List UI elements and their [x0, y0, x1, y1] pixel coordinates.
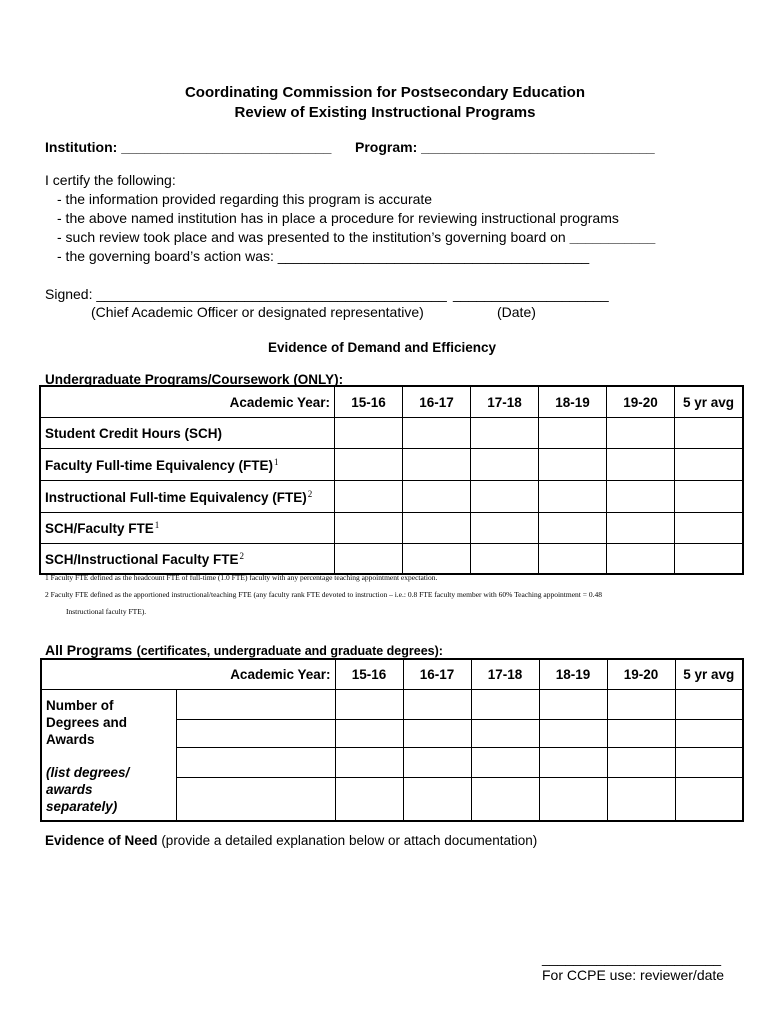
data-cell[interactable] [471, 418, 539, 449]
data-cell[interactable] [607, 481, 675, 513]
undergrad-table [40, 386, 743, 574]
all-programs-header-row [41, 659, 743, 689]
data-cell[interactable] [335, 544, 403, 574]
data-cell[interactable] [471, 689, 539, 719]
data-cell[interactable] [335, 449, 403, 481]
data-cell[interactable] [471, 747, 539, 777]
data-cell[interactable] [607, 747, 675, 777]
row-label: Instructional Full-time Equivalency (FTE)$^2$ [41, 481, 335, 513]
data-cell[interactable] [675, 777, 743, 821]
signed-line [45, 286, 447, 302]
data-cell[interactable] [539, 747, 607, 777]
academic-year-label: Academic Year: [41, 659, 335, 689]
table-row [41, 544, 743, 574]
data-cell[interactable] [335, 747, 403, 777]
footnote-1: 1 Faculty FTE defined as the headcount FTE of full-time (1.0 FTE) faculty with any percentage teaching appointment expectation. [45, 573, 438, 582]
data-cell[interactable] [403, 777, 471, 821]
signed-label: Signed: [45, 286, 93, 302]
certify-line-4 [57, 248, 589, 264]
data-cell[interactable] [335, 777, 403, 821]
data-cell[interactable] [607, 418, 675, 449]
data-cell[interactable] [403, 449, 471, 481]
data-cell[interactable] [471, 544, 539, 574]
evidence-heading: Evidence of Demand and Efficiency [268, 340, 497, 355]
signature-blank[interactable]: _____________________________________________ [96, 286, 447, 302]
all-programs-table [40, 658, 744, 822]
year-header: 5 yr avg [675, 387, 743, 418]
reviewer-date-blank[interactable]: _______________________ [542, 950, 722, 966]
evidence-of-need-note: (provide a detailed explanation below or attach documentation) [161, 833, 538, 848]
year-header: 15-16 [335, 659, 403, 689]
institution-label: Institution: [45, 139, 118, 155]
footnote-2-continued: Instructional faculty FTE). [66, 607, 147, 616]
data-cell[interactable] [539, 777, 607, 821]
institution-blank[interactable]: ___________________________ [121, 139, 332, 155]
data-cell[interactable] [539, 481, 607, 513]
document-title: Coordinating Commission for Postsecondary Education [184, 84, 586, 101]
all-programs-note: (certificates, undergraduate and graduate degrees): [136, 644, 443, 658]
data-cell[interactable] [403, 418, 471, 449]
data-cell[interactable] [675, 747, 743, 777]
table-row [41, 449, 743, 481]
row-label: Faculty Full-time Equivalency (FTE)$^1$ [41, 449, 335, 481]
certify-line-3-text: - such review took place and was presented to the institution’s governing board on [57, 229, 566, 245]
year-header: 17-18 [471, 659, 539, 689]
data-cell[interactable] [335, 513, 403, 544]
data-cell[interactable] [403, 747, 471, 777]
row-label: SCH/Instructional Faculty FTE$^2$ [41, 544, 335, 574]
year-header: 17-18 [471, 387, 539, 418]
year-header: 19-20 [607, 659, 675, 689]
undergrad-header-row [41, 387, 743, 418]
ccpe-use-caption: For CCPE use: reviewer/date [542, 967, 725, 983]
data-cell[interactable] [539, 449, 607, 481]
data-cell[interactable] [403, 544, 471, 574]
data-cell[interactable] [675, 418, 743, 449]
data-cell[interactable] [607, 449, 675, 481]
degree-name-cell[interactable] [176, 777, 335, 821]
data-cell[interactable] [471, 481, 539, 513]
governing-board-date-blank[interactable]: ___________ [569, 229, 656, 245]
data-cell[interactable] [539, 513, 607, 544]
data-cell[interactable] [675, 689, 743, 719]
degree-name-cell[interactable] [176, 689, 335, 719]
data-cell[interactable] [675, 513, 743, 544]
evidence-of-need [45, 833, 537, 848]
evidence-of-need-label: Evidence of Need [45, 833, 158, 848]
data-cell[interactable] [471, 449, 539, 481]
table-row [41, 689, 743, 719]
data-cell[interactable] [539, 418, 607, 449]
data-cell[interactable] [607, 689, 675, 719]
data-cell[interactable] [335, 418, 403, 449]
data-cell[interactable] [471, 719, 539, 747]
certify-line-3 [57, 229, 655, 245]
data-cell[interactable] [675, 449, 743, 481]
year-header: 16-17 [403, 387, 471, 418]
data-cell[interactable] [471, 513, 539, 544]
certify-intro: I certify the following: [45, 172, 176, 188]
data-cell[interactable] [335, 481, 403, 513]
all-programs-title: All Programs [45, 642, 133, 658]
officer-caption: (Chief Academic Officer or designated representative) [91, 304, 424, 320]
data-cell[interactable] [335, 719, 403, 747]
table-row [41, 418, 743, 449]
row-label: SCH/Faculty FTE$^1$ [41, 513, 335, 544]
program-label: Program: [355, 139, 418, 155]
data-cell[interactable] [403, 719, 471, 747]
data-cell[interactable] [607, 513, 675, 544]
document-subtitle: Review of Existing Instructional Programs [234, 104, 536, 121]
data-cell[interactable] [675, 481, 743, 513]
academic-year-label: Academic Year: [41, 387, 335, 418]
data-cell[interactable] [403, 513, 471, 544]
degrees-awards-label: Number of Degrees and Awards (list degrees/ awards separately) [41, 689, 176, 821]
data-cell[interactable] [471, 777, 539, 821]
data-cell[interactable] [607, 777, 675, 821]
data-cell[interactable] [539, 544, 607, 574]
degree-name-cell[interactable] [176, 747, 335, 777]
data-cell[interactable] [403, 481, 471, 513]
table-row [41, 481, 743, 513]
year-header: 16-17 [403, 659, 471, 689]
date-blank[interactable]: ____________________ [453, 286, 609, 302]
certify-line-1: - the information provided regarding this program is accurate [57, 191, 433, 207]
data-cell[interactable] [675, 544, 743, 574]
data-cell[interactable] [607, 719, 675, 747]
table-row [41, 513, 743, 544]
data-cell[interactable] [539, 689, 607, 719]
year-header: 18-19 [539, 387, 607, 418]
data-cell[interactable] [335, 689, 403, 719]
board-action-blank[interactable]: ________________________________________ [277, 248, 590, 264]
year-header: 5 yr avg [675, 659, 743, 689]
row-label: Student Credit Hours (SCH) [41, 418, 335, 449]
program-field[interactable] [355, 139, 655, 155]
year-header: 15-16 [335, 387, 403, 418]
degree-name-cell[interactable] [176, 719, 335, 747]
data-cell[interactable] [607, 544, 675, 574]
date-caption: (Date) [497, 304, 536, 320]
data-cell[interactable] [539, 719, 607, 747]
undergrad-heading: Undergraduate Programs/Coursework (ONLY): [45, 372, 344, 387]
footnote-2: 2 Faculty FTE defined as the apportioned instructional/teaching FTE (any faculty rank FTE devoted to instruction – i.e.: 0.8 FTE faculty member with 60% Teaching appointment = 0.48 [45, 590, 602, 599]
certify-line-4-text: - the governing board’s action was: [57, 248, 274, 264]
program-blank[interactable]: ______________________________ [421, 139, 655, 155]
year-header: 19-20 [607, 387, 675, 418]
certify-line-2: - the above named institution has in place a procedure for reviewing instructional programs [57, 210, 619, 226]
data-cell[interactable] [403, 689, 471, 719]
year-header: 18-19 [539, 659, 607, 689]
institution-field[interactable] [45, 139, 331, 155]
data-cell[interactable] [675, 719, 743, 747]
